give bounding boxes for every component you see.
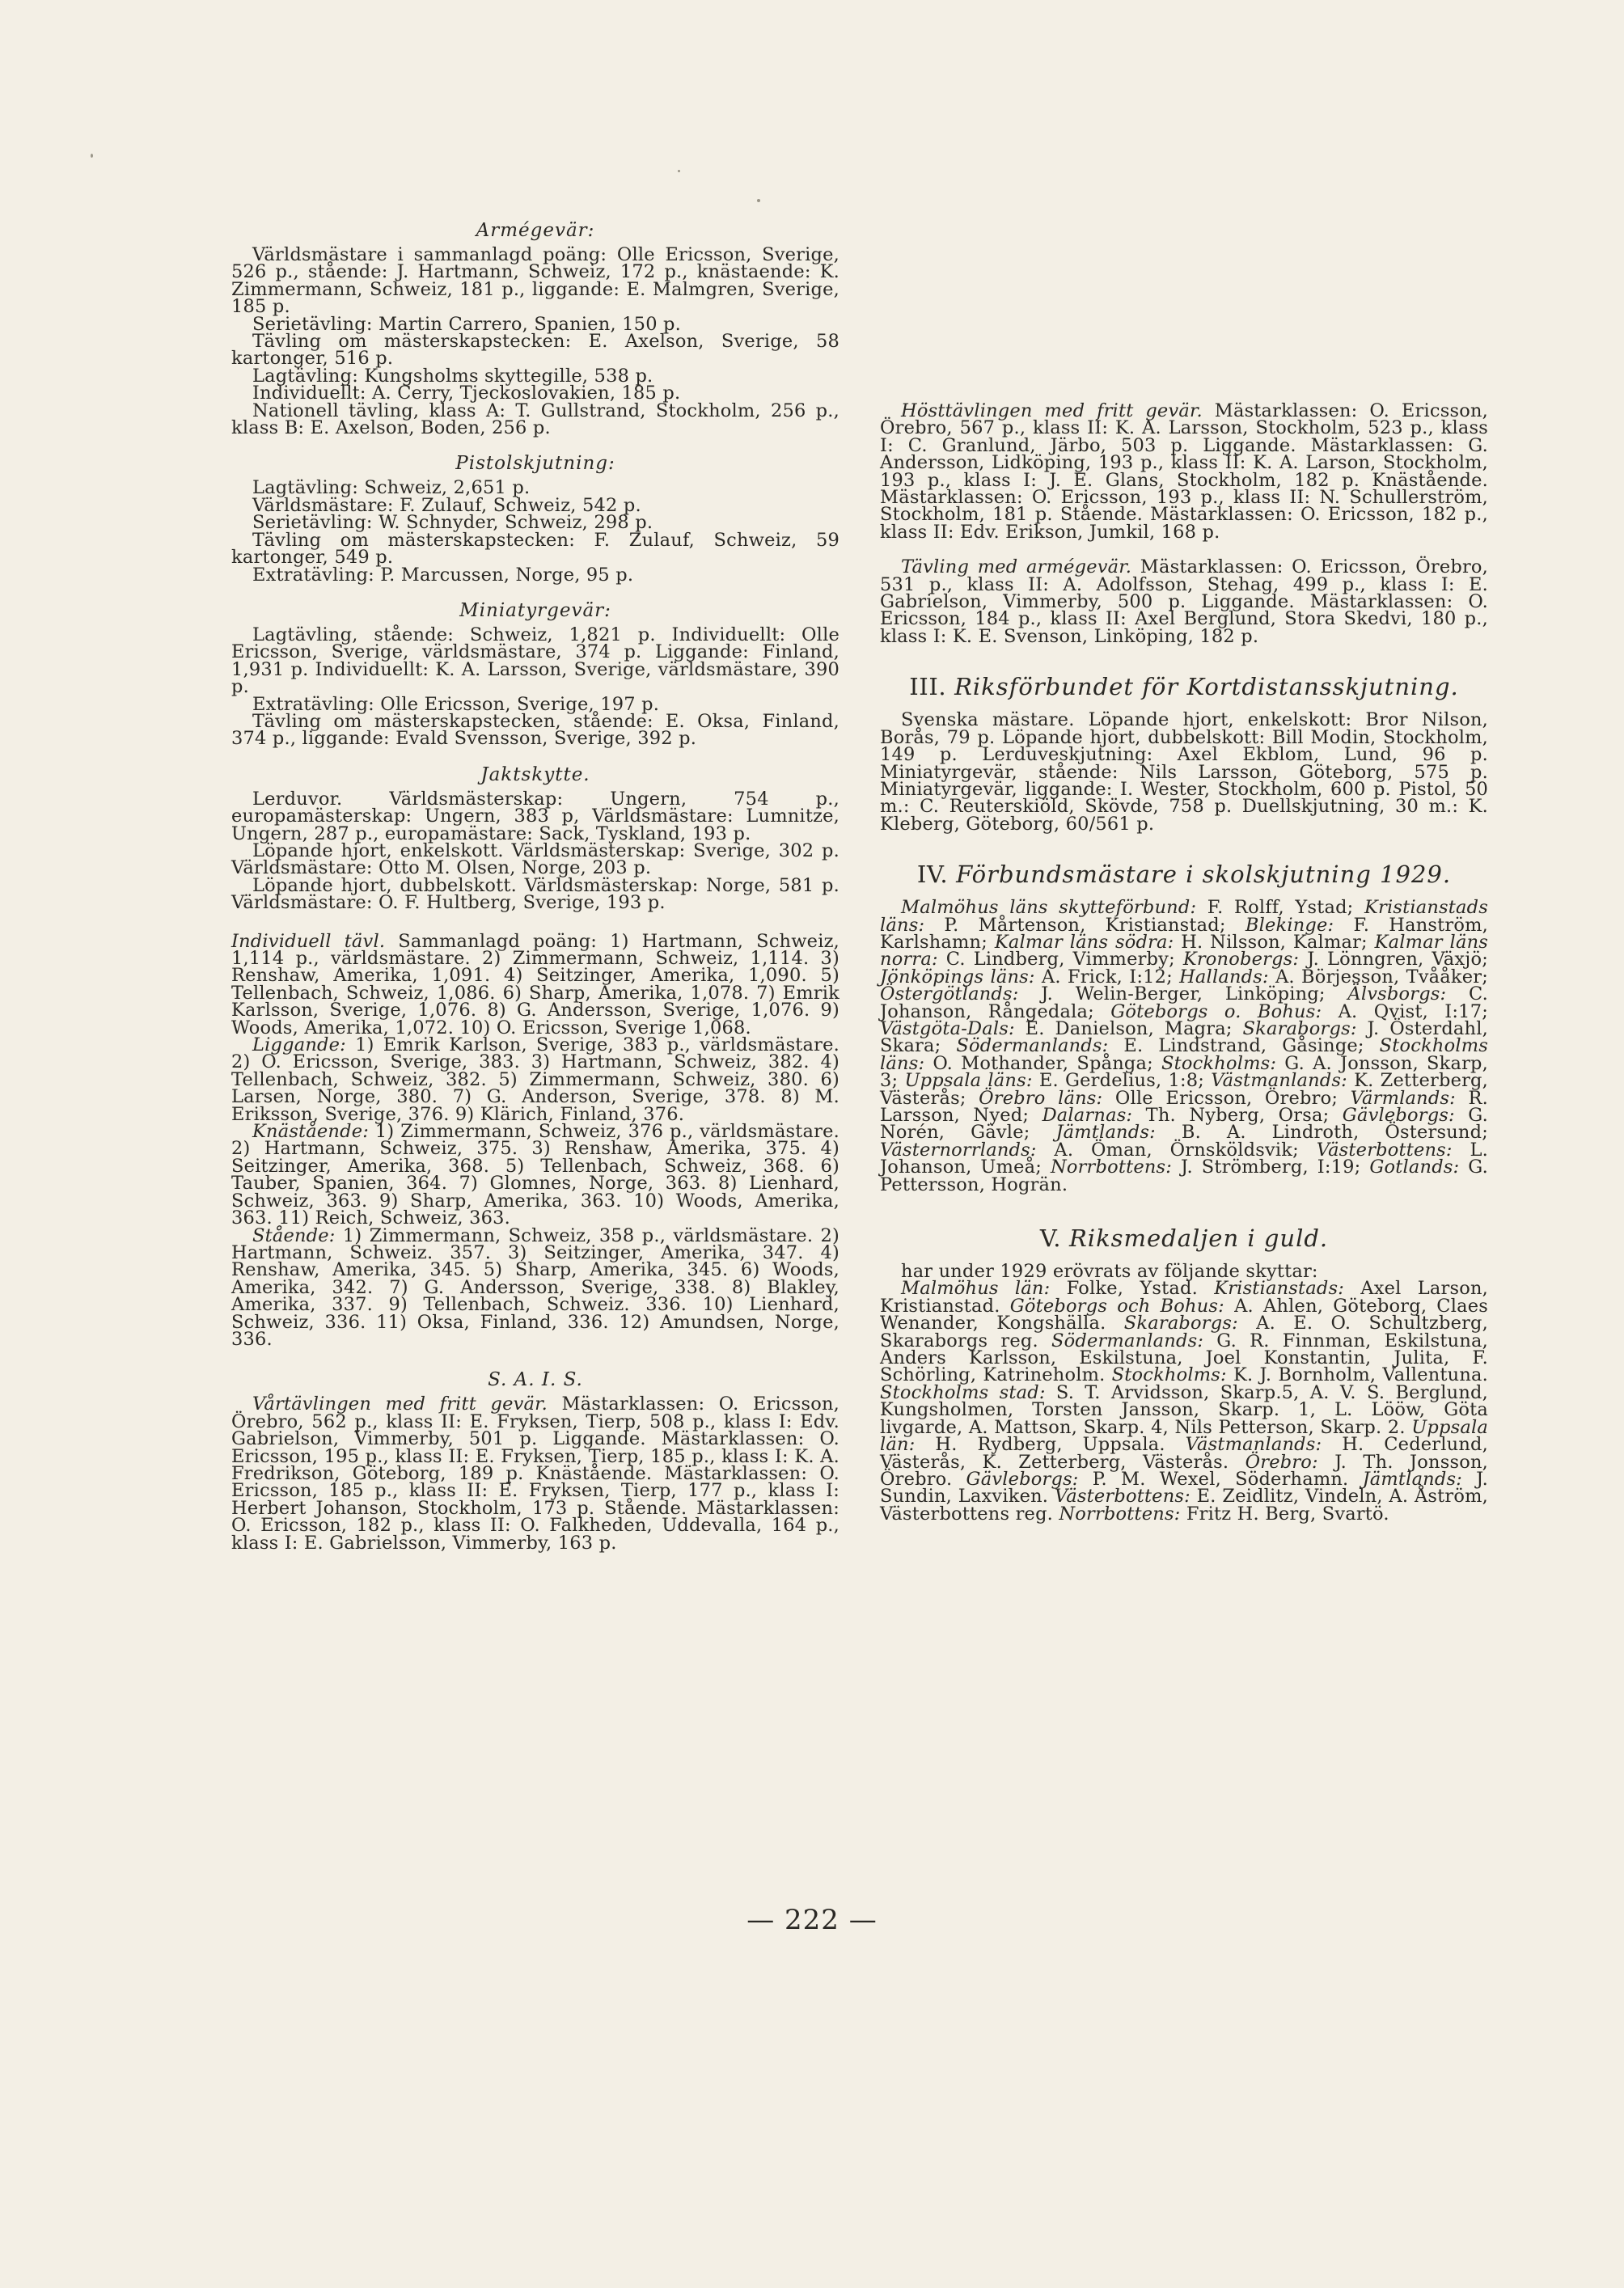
- heading-sais: S. A. I. S.: [488, 1369, 583, 1391]
- individuell-para: [231, 930, 839, 1038]
- section-5-winner: J. Th. Jonsson, Örebro.: [880, 1451, 1488, 1490]
- sais-lead: Vårtävlingen med fritt gevär.: [252, 1394, 548, 1415]
- individuell-lead: Individuell tävl.: [231, 930, 386, 952]
- heading-armegevar: Armégevär:: [476, 220, 595, 241]
- section-4-winner: A. Börjesson, Tvååker;: [1268, 966, 1489, 988]
- section-4-winner: C. Lindberg, Vimmerby;: [937, 949, 1183, 971]
- section-3-numeral: III.: [909, 673, 947, 701]
- section-4-winner: E. Lindstrand, Gåsinge;: [1108, 1035, 1380, 1057]
- sais-para: [231, 1396, 839, 1552]
- section-4-district: Västerbottens:: [1316, 1139, 1453, 1161]
- jakt-para: Löpande hjort, dubbelskott. Världsmästerskap: Norge, 581 p. Världsmästare: O. F. Hultberg, Sverige, 193 p.: [231, 874, 839, 914]
- section-5-winner: S. T. Arvidsson, Skarp.5, A. V. S. Berglund, Kungsholmen, Torsten Jansson, Skarp. 1, L. Lööw, Göta livgarde, A. Mattson, Skarp. 4, Nils Petterson, Skarp. 2.: [880, 1381, 1488, 1438]
- miniatyr-para: Lagtävling, stående: Schweiz, 1,821 p. Individuellt: Olle Ericsson, Sverige, världsmästare, 374 p. Liggande: Finland, 1,931 p. Individuellt: K. A. Larsson, Sverige, världsmästare, 390 p.: [231, 624, 839, 698]
- pistol-para: Tävling om mästerskapstecken: F. Zulauf, Schweiz, 59 kartonger, 549 p.: [231, 529, 839, 569]
- section-5-district: Jämtlands:: [1362, 1468, 1463, 1490]
- section-5-winner: Fritz H. Berg, Svartö.: [1180, 1503, 1389, 1525]
- section-4-district: Älvsborgs:: [1347, 983, 1447, 1005]
- section-4-district: Jönköpings läns:: [880, 966, 1035, 988]
- section-5-district: Göteborgs och Bohus:: [1009, 1295, 1224, 1317]
- pistol-para: Extratävling: P. Marcussen, Norge, 95 p.: [252, 564, 634, 586]
- staende-para: [231, 1224, 839, 1350]
- hosttavling-text: Mästarklassen: O. Ericsson, Örebro, 567 p., klass II: K. A. Larsson, Stockholm, 523 p., klass I: C. Granlund, Järbo, 503 p. Liggande. Mästarklassen: G. Andersson, Lidköping, 193 p., klass II: K. A. Larson, Stockholm, 193 p., klass I: J. E. Glans, Stockholm, 182 p. Knästående. Mästarklassen: O. Ericsson, 193 p., klass II: N. Schullerström, Stockholm, 181 p. Stående. Mästarklassen: O. Ericsson, 182 p., klass II: Edv. Erikson, Jumkil, 168 p.: [880, 400, 1488, 543]
- section-4-district: Jämtlands:: [1055, 1122, 1156, 1144]
- section-4-winner: P. Mårtenson, Kristianstad;: [924, 914, 1245, 936]
- heading-jaktskytte: Jaktskytte.: [480, 763, 590, 785]
- section-4-district: Malmöhus läns skytteförbund:: [901, 897, 1197, 919]
- section-5-district: Malmöhus län:: [901, 1278, 1051, 1300]
- heading-miniatyrgevar: Miniatyrgevär:: [459, 599, 611, 621]
- section-4-district: Uppsala läns:: [904, 1070, 1033, 1092]
- section-3-text: Svenska mästare. Löpande hjort, enkelskott: Bror Nilson, Borås, 79 p. Löpande hjort, dubbelskott: Bill Modin, Stockholm, 149 p. Lerduveskjutning: Axel Ekblom, Lund, 96 p. Miniatyrgevär, stående: Nils Larsson, Göteborg, 575 p. Miniatyrgevär, liggande: I. Wester, Stockholm, 600 p. Pistol, 50 m.: C. Reuterskiöld, Skövde, 758 p. Duellskjutning, 30 m.: K. Kleberg, Göteborg, 60/561 p.: [880, 709, 1488, 835]
- section-4-district: Östergötlands:: [880, 983, 1019, 1005]
- paper-speck: [91, 154, 93, 158]
- section-5-intro: har under 1929 erövrats av följande skyttar:: [901, 1261, 1318, 1283]
- section-4-winner: A. Öman, Örnsköldsvik;: [1036, 1139, 1317, 1161]
- miniatyr-para: Extratävling: Olle Ericsson, Sverige, 197 p.: [252, 693, 660, 715]
- section-5-district: Norrbottens:: [1059, 1503, 1181, 1525]
- section-5-title: [880, 1224, 1488, 1252]
- section-5-district: Uppsala län:: [880, 1416, 1488, 1456]
- section-4-district: Södermanlands:: [956, 1035, 1109, 1057]
- section-5-winner: Folke, Ystad.: [1050, 1278, 1215, 1300]
- section-4-district: Dalarnas:: [1042, 1105, 1133, 1126]
- section-4-winner: C. Johanson, Rångedala;: [880, 983, 1488, 1022]
- section-4-winner: K. Zetterberg, Västerås;: [880, 1070, 1489, 1109]
- armetavling-lead: Tävling med armégevär.: [901, 556, 1132, 578]
- page-number: — 222 —: [746, 1904, 878, 1936]
- armetavling-text: Mästarklassen: O. Ericsson, Örebro, 531 p., klass II: A. Adolfsson, Stehag, 499 p., klass I: E. Gabrielson, Vimmerby, 500 p. Liggande. Mästarklassen: O. Ericsson, 184 p., klass II: Axel Berglund, Stora Skedvi, 180 p., klass I: K. E. Svenson, Linköping, 182 p.: [880, 556, 1488, 647]
- section-4-winner: A. Qvist, I:17;: [1322, 1000, 1488, 1022]
- section-4-winner: J. Strömberg, I:19;: [1172, 1157, 1370, 1178]
- section-5-text: [880, 1280, 1488, 1523]
- section-4-winner: F. Hanström, Karlshamn;: [880, 914, 1488, 953]
- armegevar-para: Serietävling: Martin Carrero, Spanien, 150 p.: [252, 313, 682, 335]
- armegevar-para: Lagtävling: Kungsholms skyttegille, 538 p.: [252, 365, 653, 387]
- armegevar-para: Individuellt: A. Cerry, Tjeckoslovakien, 185 p.: [252, 383, 681, 404]
- section-4-winner: H. Nilsson, Kalmar;: [1174, 931, 1375, 953]
- section-4-winner: L. Johanson, Umeå;: [880, 1139, 1488, 1178]
- section-5-district: Södermanlands:: [1051, 1330, 1204, 1351]
- section-4-winner: G. Pettersson, Hogrän.: [880, 1157, 1488, 1195]
- section-4-winner: Th. Nyberg, Orsa;: [1132, 1105, 1343, 1126]
- armegevar-para: Tävling om mästerskapstecken: E. Axelson, Sverige, 58 kartonger, 516 p.: [231, 331, 839, 370]
- section-5-district: Skaraborgs:: [1123, 1313, 1238, 1334]
- section-4-district: Västgöta-Dals:: [880, 1017, 1015, 1039]
- section-4-district: Västernorrlands:: [880, 1139, 1037, 1161]
- section-4-district: Kalmar läns södra:: [994, 931, 1174, 953]
- miniatyr-para: Tävling om mästerskapstecken, stående: E. Oksa, Finland, 374 p., liggande: Evald Svensson, Sverige, 392 p.: [231, 710, 839, 750]
- section-4-district: Kronobergs:: [1182, 949, 1300, 971]
- section-4-district: Skaraborgs:: [1242, 1017, 1357, 1039]
- section-4-name: Förbundsmästare i skolskjutning 1929.: [956, 861, 1452, 889]
- section-4-winner: F. Rolff, Ystad;: [1196, 897, 1364, 919]
- sais-text: Mästarklassen: O. Ericsson, Örebro, 562 p., klass II: E. Fryksen, Tierp, 508 p., klass I: Edv. Gabrielson, Vimmerby, 501 p. Liggande. Mästarklassen: O. Ericsson, 195 p., klass II: E. Fryksen, Tierp, 185 p., klass I: K. A. Fredrikson, Göteborg, 189 p. Knästående. Mästarklassen: O. Ericsson, 185 p., klass II: E. Fryksen, Tierp, 177 p., klass I: Herbert Johanson, Stockholm, 173 p. Stående. Mästarklassen: O. Ericsson, 182 p., klass II: O. Falkheden, Uddevalla, 164 p., klass I: E. Gabrielsson, Vimmerby, 163 p.: [231, 1394, 839, 1554]
- armetavling-para: [880, 556, 1488, 647]
- section-4-numeral: IV.: [916, 861, 949, 889]
- section-4-district: Stockholms:: [1161, 1052, 1277, 1074]
- section-5-district: Västerbottens:: [1054, 1486, 1191, 1508]
- section-4-district: Kristianstads läns:: [880, 897, 1488, 936]
- staende-lead: Stående:: [252, 1224, 336, 1246]
- pistol-para: Världsmästare: F. Zulauf, Schweiz, 542 p.: [252, 494, 641, 516]
- section-5-district: Örebro:: [1245, 1451, 1318, 1473]
- section-4-winner: A. Frick, I:12;: [1034, 966, 1180, 988]
- section-4-district: Gotlands:: [1369, 1157, 1460, 1178]
- section-5-winner: K. J. Bornholm, Vallentuna.: [1226, 1364, 1488, 1386]
- section-4-district: Hallands:: [1179, 966, 1269, 988]
- liggande-para: [231, 1034, 839, 1125]
- section-4-winner: O. Mothander, Spånga;: [924, 1052, 1162, 1074]
- section-4-winner: R. Larsson, Nyed;: [880, 1087, 1488, 1126]
- section-5-winner: H. Rydberg, Uppsala.: [915, 1434, 1186, 1456]
- section-5-name: Riksmedaljen i guld.: [1068, 1224, 1329, 1253]
- section-4-winner: B. A. Lindroth, Östersund;: [1155, 1122, 1488, 1144]
- section-4-winner: G. Norén, Gävle;: [880, 1105, 1488, 1144]
- section-5-winner: Axel Larson, Kristianstad.: [880, 1278, 1489, 1317]
- hosttavling-lead: Hösttävlingen med fritt gevär.: [901, 400, 1203, 421]
- hosttavling-para: [880, 400, 1488, 543]
- liggande-lead: Liggande:: [252, 1034, 346, 1056]
- section-4-text: [880, 899, 1488, 1194]
- jakt-para: Löpande hjort, enkelskott. Världsmästerskap: Sverige, 302 p. Världsmästare: Otto M. Olsen, Norge, 203 p.: [231, 839, 839, 879]
- section-4-district: Göteborgs o. Bohus:: [1110, 1000, 1322, 1022]
- section-4-district: Örebro läns:: [979, 1087, 1103, 1109]
- section-5-district: Stockholms stad:: [880, 1381, 1046, 1403]
- armegevar-para: Världsmästare i sammanlagd poäng: Olle Ericsson, Sverige, 526 p., stående: J. Hartmann, Schweiz, 172 p., knästaende: K. Zimmermann, Schweiz, 181 p., liggande: E. Malmgren, Sverige, 185 p.: [231, 244, 839, 318]
- heading-pistolskjutning: Pistolskjutning:: [455, 453, 615, 475]
- section-5-district: Gävleborgs:: [966, 1468, 1079, 1490]
- section-4-winner: Olle Ericsson, Örebro;: [1102, 1087, 1351, 1109]
- section-4-winner: E. Gerdelius, 1:8;: [1032, 1070, 1212, 1092]
- section-5-winner: J. Sundin, Laxviken.: [880, 1468, 1488, 1508]
- section-5-winner: E. Zeidlitz, Vindeln, A. Åström, Västerbottens reg.: [880, 1486, 1488, 1525]
- right-column: [880, 220, 1488, 1523]
- section-5-district: Västmanlands:: [1185, 1434, 1322, 1456]
- section-5-numeral: V.: [1039, 1224, 1062, 1253]
- knastaende-lead: Knästående:: [252, 1121, 370, 1143]
- jakt-para: Lerduvor. Världsmästerskap: Ungern, 754 p., europamästerskap: Ungern, 383 p, Världsmästare: Lumnitze, Ungern, 287 p., europamästare: Sack, Tyskland, 193 p.: [231, 788, 839, 844]
- knastaende-para: [231, 1123, 839, 1227]
- section-4-district: Värmlands:: [1350, 1087, 1456, 1109]
- section-4-district: Kalmar läns norra:: [880, 931, 1489, 971]
- individuell-text: Sammanlagd poäng: 1) Hartmann, Schweiz, 1,114 p., världsmästare. 2) Zimmermann, Schweiz, 1,114. 3) Renshaw, Amerika, 1,091. 4) Seitzinger, Amerika, 1,090. 5) Tellenbach, Schweiz, 1,086. 6) Sharp, Amerika, 1,078. 7) Emrik Karlsson, Sverige, 1,076. 8) G. Andersson, Sverige, 1,076. 9) Woods, Amerika, 1,072. 10) O. Ericsson, Sverige 1,068.: [231, 930, 839, 1038]
- liggande-text: 1) Emrik Karlson, Sverige, 383 p., världsmästare. 2) O. Ericsson, Sverige, 383. 3) Hartmann, Schweiz, 382. 4) Tellenbach, Schweiz, 382. 5) Zimmermann, Schweiz, 380. 6) Larsen, Norge, 380. 7) G. Anderson, Sverige, 378. 8) M. Eriksson, Sverige, 376. 9) Klärich, Finland, 376.: [231, 1034, 839, 1125]
- section-5-district: Stockholms:: [1111, 1364, 1227, 1386]
- staende-text: 1) Zimmermann, Schweiz, 358 p., världsmästare. 2) Hartmann, Schweiz. 357. 3) Seitzinger, Amerika, 347. 4) Renshaw, Amerika, 345. 5) Sharp, Amerika, 345. 6) Woods, Amerika, 342. 7) G. Andersson, Sverige, 338. 8) Blakley, Amerika, 337. 9) Tellenbach, Schweiz. 336. 10) Lienhard, Schweiz, 336. 11) Oksa, Finland, 336. 12) Amundsen, Norge, 336.: [231, 1224, 839, 1350]
- section-5-winner: A. E. O. Schultzberg, Skaraborgs reg.: [880, 1313, 1488, 1351]
- section-3-name: Riksförbundet för Kortdistansskjutning.: [954, 673, 1459, 701]
- section-3-title: [880, 673, 1488, 700]
- section-4-winner: J. Lönngren, Växjö;: [1299, 949, 1488, 971]
- paper-speck: [678, 170, 680, 172]
- left-column: [231, 220, 839, 1552]
- pistol-para: Lagtävling: Schweiz, 2,651 p.: [252, 477, 531, 499]
- section-4-winner: G. A. Jonsson, Skarp, 3;: [880, 1052, 1488, 1092]
- section-5-winner: H. Cederlund, Västerås, K. Zetterberg, Västerås.: [880, 1434, 1488, 1473]
- section-4-district: Västmanlands:: [1211, 1070, 1347, 1092]
- section-4-district: Gävleborgs:: [1342, 1105, 1455, 1126]
- knastaende-text: 1) Zimmermann, Schweiz, 376 p., världsmästare. 2) Hartmann, Schweiz, 375. 3) Renshaw, Amerika, 375. 4) Seitzinger, Amerika, 368. 5) Tellenbach, Schweiz, 368. 6) Tauber, Spanien, 364. 7) Glomnes, Norge, 363. 8) Lienhard, Schweiz, 363. 9) Sharp, Amerika, 363. 10) Woods, Amerika, 363. 11) Reich, Schweiz, 363.: [231, 1121, 839, 1229]
- section-5-district: Kristianstads:: [1214, 1278, 1344, 1300]
- pistol-para: Serietävling: W. Schnyder, Schweiz, 298 p.: [252, 512, 653, 534]
- section-5-winner: A. Ahlen, Göteborg, Claes Wenander, Kongshälla.: [880, 1295, 1488, 1334]
- section-4-title: [880, 861, 1488, 888]
- armegevar-para: Nationell tävling, klass A: T. Gullstrand, Stockholm, 256 p., klass B: E. Axelson, Boden, 256 p.: [231, 400, 839, 439]
- section-5-winner: P. M. Wexel, Söderhamn.: [1078, 1468, 1363, 1490]
- section-4-winner: J. Welin-Berger, Linköping;: [1018, 983, 1348, 1005]
- section-4-winner: J. Österdahl, Skara;: [880, 1017, 1488, 1057]
- section-4-district: Stockholms läns:: [880, 1035, 1488, 1074]
- section-5-winner: G. R. Finnman, Eskilstuna, Anders Karlsson, Eskilstuna, Joel Konstantin, Julita, F. Schörling, Katrineholm.: [880, 1330, 1488, 1386]
- paper-speck: [757, 199, 760, 202]
- section-4-district: Norrbottens:: [1050, 1157, 1173, 1178]
- section-4-district: Blekinge:: [1245, 914, 1334, 936]
- section-4-winner: E. Danielson, Magra;: [1014, 1017, 1243, 1039]
